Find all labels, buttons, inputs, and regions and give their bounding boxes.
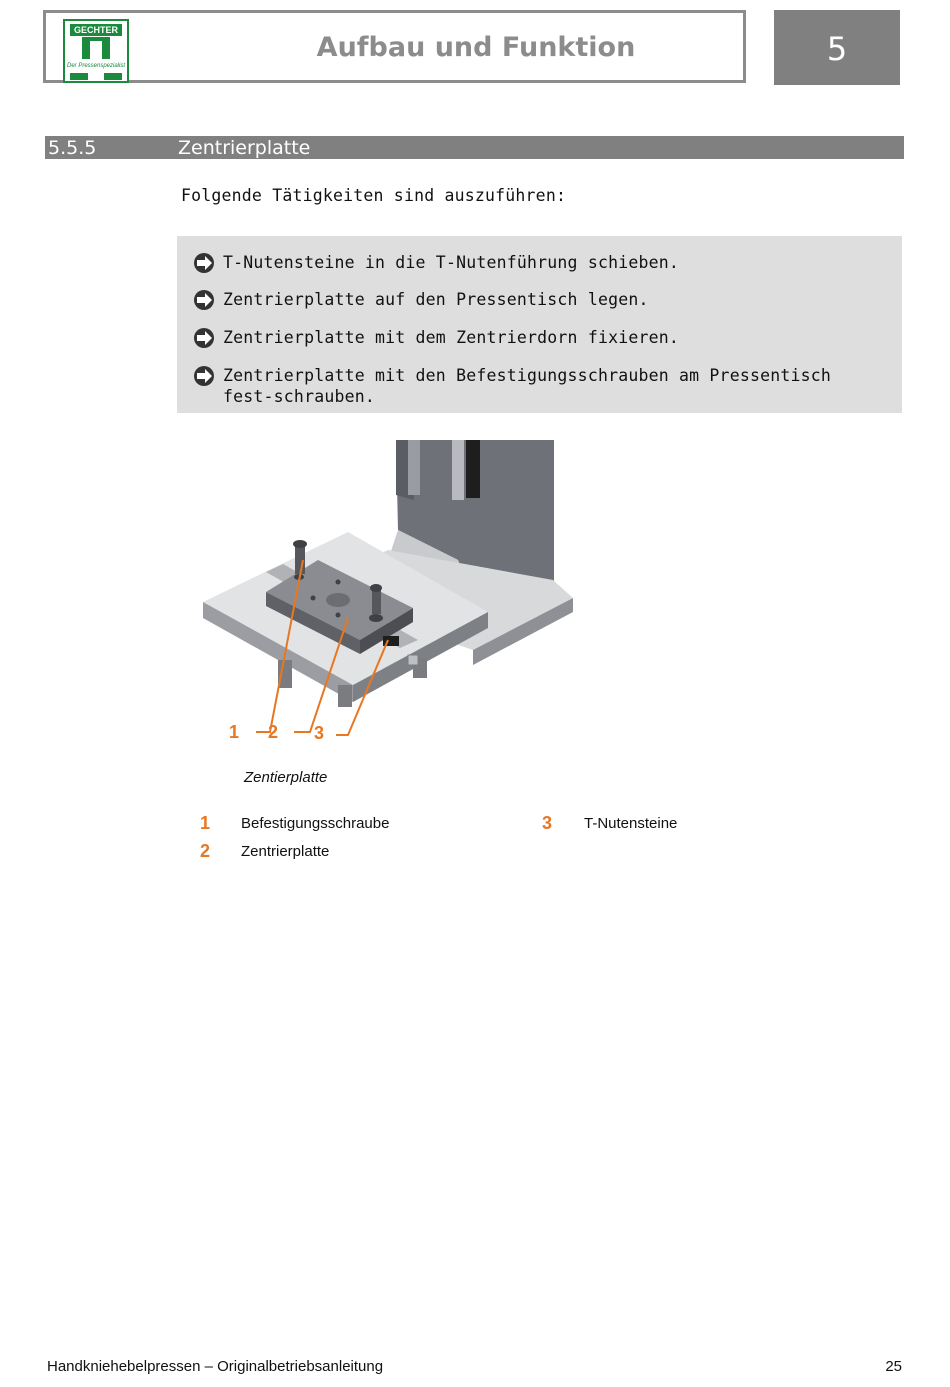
callout-3: 3 — [314, 723, 325, 743]
callout-1: 1 — [229, 722, 240, 742]
centering-plate-illustration — [188, 440, 588, 750]
step-text: Zentrierplatte mit dem Zentrierdorn fixieren. — [223, 328, 680, 347]
legend-number: 1 — [200, 813, 211, 833]
logo-brand-text: GECHTER — [73, 25, 119, 35]
legend-number: 3 — [542, 813, 553, 833]
legend-label: Zentrierplatte — [241, 843, 330, 860]
step-item — [193, 327, 843, 349]
logo-tagline: Der Pressenspezialist — [66, 63, 126, 69]
step-item — [193, 252, 843, 274]
section-number: 5.5.5 — [48, 137, 97, 159]
callout-2: 2 — [268, 722, 279, 742]
step-item — [193, 365, 843, 407]
step-text: T-Nutensteine in die T-Nutenführung schieben. — [223, 253, 680, 272]
arrow-right-circle-icon — [193, 327, 217, 349]
header-box — [43, 10, 746, 83]
step-text: Zentrierplatte auf den Pressentisch legen. — [223, 290, 649, 309]
page-header-title: Aufbau und Funktion — [316, 32, 636, 63]
legend-label: T-Nutensteine — [584, 815, 678, 832]
arrow-right-circle-icon — [193, 289, 217, 311]
footer-document-title: Handkniehebelpressen – Originalbetriebsanleitung — [47, 1358, 384, 1375]
section-heading — [45, 136, 904, 159]
chapter-number: 5 — [774, 10, 900, 85]
section-title: Zentrierplatte — [178, 137, 311, 159]
instruction-steps — [177, 236, 902, 413]
step-item — [193, 289, 843, 311]
footer-page-number: 25 — [885, 1358, 902, 1375]
step-text: Zentrierplatte mit den Befestigungsschrauben am Pressentisch fest-schrauben. — [223, 366, 832, 406]
figure-caption: Zentierplatte — [244, 769, 328, 786]
legend-number: 2 — [200, 841, 211, 861]
intro-text: Folgende Tätigkeiten sind auszuführen: — [181, 186, 567, 205]
arrow-right-circle-icon — [193, 365, 217, 387]
gechter-logo — [62, 17, 132, 85]
arrow-right-circle-icon — [193, 252, 217, 274]
legend-label: Befestigungsschraube — [241, 815, 390, 832]
